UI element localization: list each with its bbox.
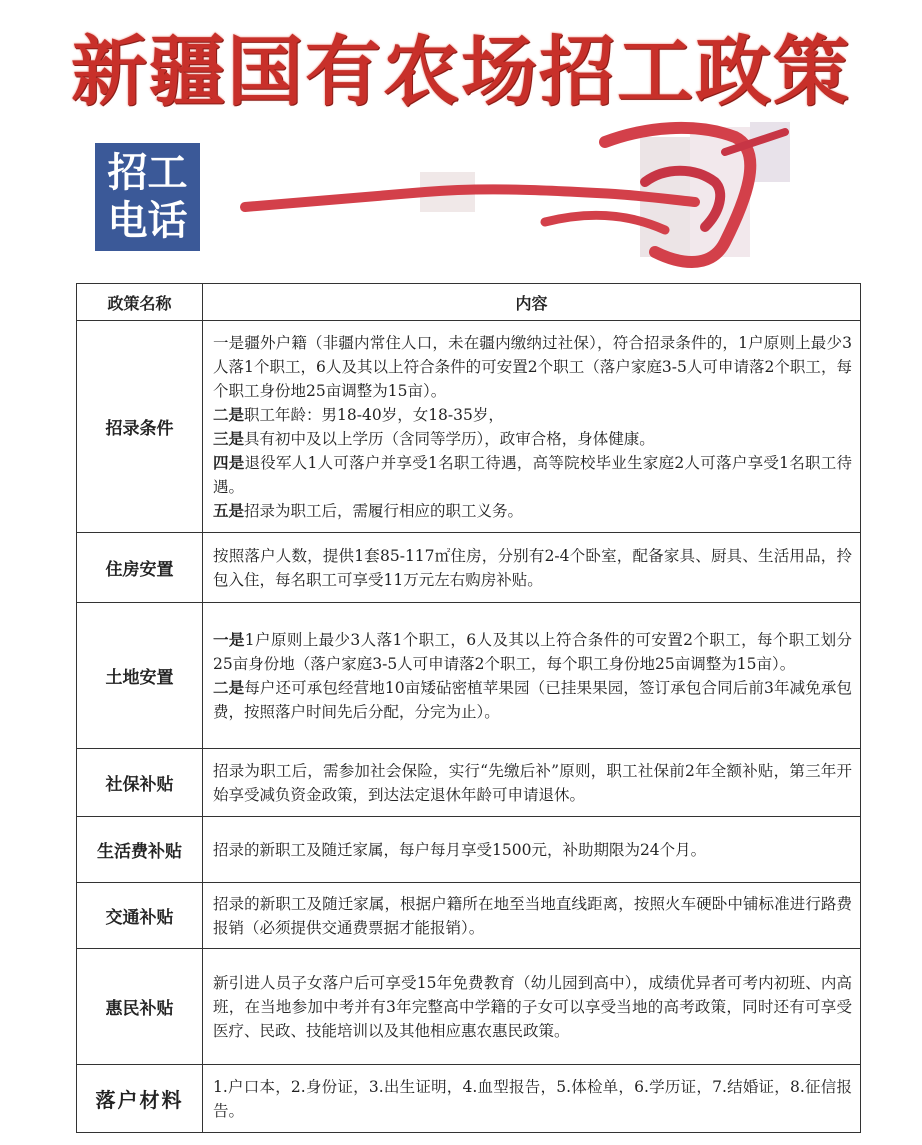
redacted-phone-scribble (225, 112, 825, 282)
content-paragraph: 招录为职工后，需参加社会保险，实行“先缴后补”原则，职工社保前2年全额补贴，第三年开始享受减负资金政策，到达法定退休年龄可申请退休。 (213, 761, 852, 804)
content-paragraph: 二是每户还可承包经营地10亩矮砧密植苹果园（已挂果果园，签订承包合同后前3年减免承包费，按照落户时间先后分配，分完为止）。 (213, 677, 852, 721)
row-content (203, 817, 861, 883)
content-paragraph: 按照落户人数，提供1套85-117㎡住房，分别有2-4个卧室，配备家具、厨具、生活用品，拎包入住，每名职工可享受11万元左右购房补贴。 (213, 546, 852, 589)
hotline-label (95, 143, 200, 251)
row-name: 招录条件 (77, 321, 203, 533)
header-content: 内容 (203, 284, 861, 321)
row-content (203, 883, 861, 949)
table-row (77, 321, 861, 533)
row-name: 社保补贴 (77, 749, 203, 817)
content-paragraph: 一是疆外户籍（非疆内常住人口，未在疆内缴纳过社保），符合招录条件的，1户原则上最少3人落1个职工，6人及其以上符合条件的可安置2个职工（落户家庭3-5人可申请落2个职工，每个职工身份地25亩调整为15亩）。 (213, 333, 852, 400)
table-header-row (77, 284, 861, 321)
row-content (203, 949, 861, 1065)
row-name: 土地安置 (77, 603, 203, 749)
row-name: 交通补贴 (77, 883, 203, 949)
content-paragraph: 一是1户原则上最少3人落1个职工，6人及其以上符合条件的可安置2个职工，每个职工划分25亩身份地（落户家庭3-5人可申请落2个职工，每个职工身份地25亩调整为15亩）。 (213, 629, 852, 673)
header-policy-name: 政策名称 (77, 284, 203, 321)
hotline-label-line2: 电话 (107, 198, 188, 244)
table-row (77, 533, 861, 603)
hotline-label-line1: 招工 (107, 150, 188, 196)
row-name: 住房安置 (77, 533, 203, 603)
content-paragraph: 1.户口本，2.身份证，3.出生证明，4.血型报告，5.体检单，6.学历证，7.结婚证，8.征信报告。 (213, 1077, 852, 1120)
content-paragraph: 招录的新职工及随迁家属，根据户籍所在地至当地直线距离，按照火车硬卧中铺标准进行路费报销（必须提供交通费票据才能报销）。 (213, 894, 852, 937)
content-paragraph: 招录的新职工及随迁家属，每户每月享受1500元，补助期限为24个月。 (213, 840, 707, 859)
row-content (203, 533, 861, 603)
row-name: 落户材料 (77, 1065, 203, 1133)
row-content (203, 1065, 861, 1133)
table-row (77, 749, 861, 817)
content-paragraph: 四是退役军人1人可落户并享受1名职工待遇，高等院校毕业生家庭2人可落户享受1名职工待遇。 (213, 452, 852, 496)
page-title: 新疆国有农场招工政策 (71, 27, 851, 116)
table-row (77, 949, 861, 1065)
content-paragraph: 新引进人员子女落户后可享受15年免费教育（幼儿园到高中），成绩优异者可考内初班、内高班，在当地参加中考并有3年完整高中学籍的子女可以享受当地的高考政策，同时还有可享受医疗、民政、技能培训以及其他相应惠农惠民政策。 (213, 973, 852, 1040)
content-paragraph: 三是具有初中及以上学历（含同等学历），政审合格，身体健康。 (213, 428, 655, 448)
row-content (203, 321, 861, 533)
table-row (77, 883, 861, 949)
table-row (77, 1065, 861, 1133)
table-row (77, 603, 861, 749)
row-content (203, 749, 861, 817)
row-content (203, 603, 861, 749)
policy-table (76, 283, 861, 1133)
table-row (77, 817, 861, 883)
row-name: 惠民补贴 (77, 949, 203, 1065)
content-paragraph: 五是招录为职工后，需履行相应的职工义务。 (213, 500, 524, 520)
content-paragraph: 二是职工年龄：男18-40岁，女18-35岁， (213, 404, 504, 424)
row-name: 生活费补贴 (77, 817, 203, 883)
